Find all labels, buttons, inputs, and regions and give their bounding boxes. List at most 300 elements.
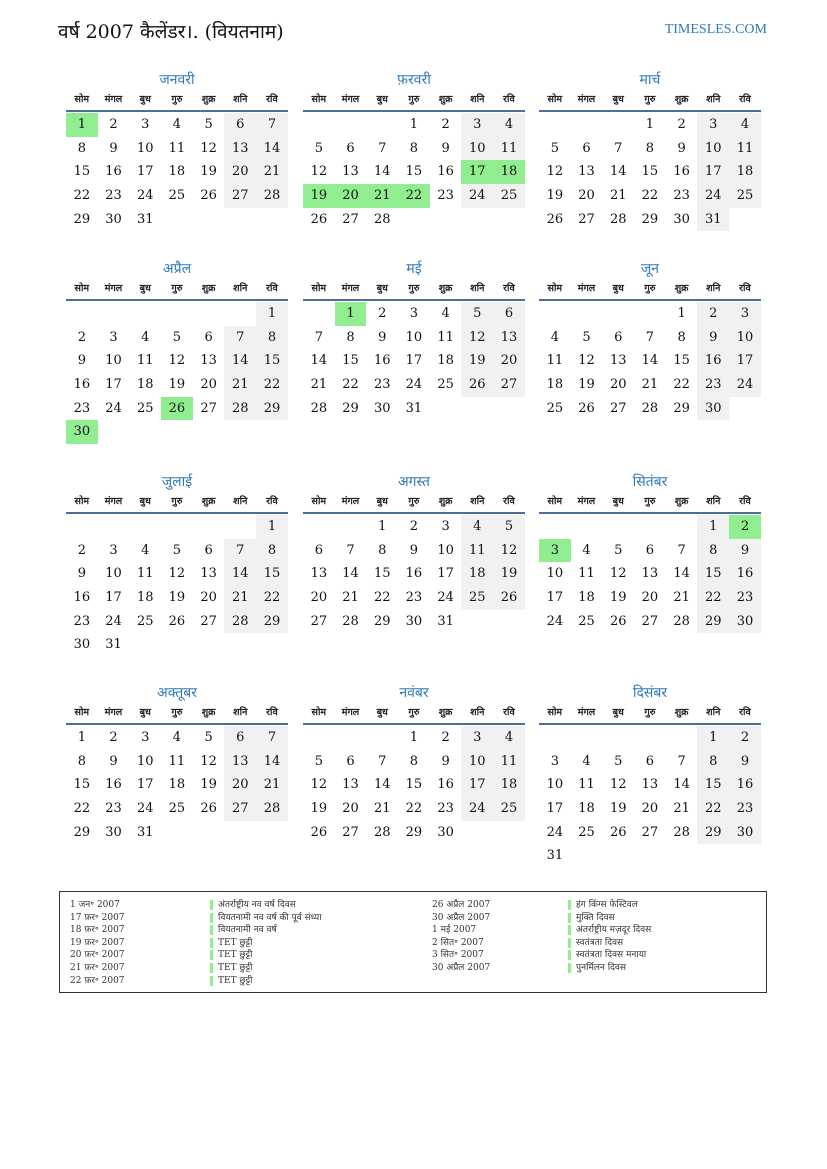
day-cell: 26	[310, 824, 328, 840]
day-cell: 6	[614, 329, 623, 345]
weekday-label: गुरु	[644, 283, 656, 294]
day-cell: 12	[546, 164, 564, 180]
day-cell: 17	[437, 566, 454, 582]
day-cell: 21	[673, 590, 690, 606]
day-cell: 14	[310, 353, 328, 369]
empty-day-cell	[66, 302, 98, 326]
day-cell: 11	[729, 137, 761, 161]
day-cell: 13	[578, 164, 595, 180]
day-cell: 10	[697, 137, 729, 161]
day-cell: 28	[224, 397, 256, 421]
legend-holiday-name: स्वतंत्रता दिवस	[568, 938, 623, 948]
day-cell: 28	[373, 824, 391, 840]
day-cell: 9	[77, 566, 86, 582]
weekday-label: रवि	[266, 707, 278, 718]
day-cell: 22	[342, 377, 359, 393]
day-cell: 6	[645, 753, 655, 769]
weekday-label: सोम	[74, 707, 90, 718]
day-cell: 17	[405, 353, 423, 369]
weekday-label: बुध	[612, 94, 624, 105]
weekday-header	[303, 492, 525, 514]
legend-holiday-name: वियतनामी नव वर्ष की पूर्व संध्या	[210, 913, 322, 923]
month-name: मई	[406, 261, 422, 277]
day-cell: 9	[729, 539, 761, 563]
day-cell: 3	[109, 329, 118, 345]
day-cell: 8	[697, 750, 729, 774]
month-calendar	[66, 683, 288, 844]
empty-day-cell	[193, 302, 225, 326]
weekday-label: शुक्र	[201, 283, 216, 294]
legend-date: 3 सित॰ 2007	[432, 950, 484, 961]
day-cell: 17	[105, 590, 122, 606]
day-cell: 8	[77, 140, 86, 156]
weekday-label: रवि	[739, 283, 751, 294]
legend-date: 19 फ़र॰ 2007	[70, 937, 125, 948]
empty-day-cell	[602, 302, 634, 326]
day-cell: 10	[437, 542, 454, 558]
legend-dates-right	[432, 899, 490, 975]
day-cell: 13	[609, 353, 627, 369]
day-cell: 26	[609, 613, 627, 629]
empty-day-cell	[539, 113, 571, 137]
weekday-label: शनि	[233, 94, 248, 105]
day-cell: 23	[437, 801, 454, 817]
weekday-label: सोम	[74, 94, 90, 105]
day-cell: 30	[729, 610, 761, 634]
weekday-header	[539, 703, 761, 725]
weekday-label: मंगल	[341, 283, 360, 294]
day-cell: 24	[546, 824, 564, 840]
day-cell: 29	[256, 610, 288, 634]
day-cell: 15	[405, 164, 423, 180]
legend-date: 17 फ़र॰ 2007	[70, 912, 125, 923]
day-cell: 24	[546, 613, 564, 629]
day-cell: 26	[546, 211, 564, 227]
day-cell: 1	[409, 117, 419, 132]
day-cell: 8	[346, 329, 355, 345]
empty-day-cell	[571, 726, 603, 750]
empty-day-cell	[602, 515, 634, 539]
weekday-label: शनि	[233, 496, 248, 507]
day-cell: 9	[109, 753, 118, 769]
month-calendar	[303, 683, 525, 844]
day-cell: 12	[168, 353, 186, 369]
legend-holiday-name: स्वतंत्रता दिवस मनाया	[568, 950, 646, 960]
day-cell: 26	[168, 613, 186, 629]
day-cell: 27	[224, 797, 256, 821]
day-cell: 12	[310, 164, 328, 180]
empty-day-cell	[571, 113, 603, 137]
day-cell: 15	[641, 164, 659, 180]
day-cell: 31	[405, 400, 423, 416]
month-name: नवंबर	[399, 685, 429, 701]
month-calendar	[539, 472, 761, 633]
day-cell: 24	[437, 590, 454, 606]
day-cell: 18	[729, 160, 761, 184]
day-cell: 18	[168, 164, 186, 180]
day-cell: 31	[546, 848, 564, 864]
days-grid	[539, 726, 761, 868]
legend-holiday-name: TET छुट्टी	[210, 950, 252, 960]
legend-dates-left	[70, 899, 125, 987]
weekday-label: बुध	[139, 94, 151, 105]
day-cell: 24	[461, 184, 493, 208]
weekday-label: सोम	[74, 283, 90, 294]
day-cell: 27	[578, 211, 595, 227]
day-cell: 8	[378, 542, 387, 558]
day-cell: 1	[256, 302, 288, 326]
day-cell: 15	[373, 566, 391, 582]
day-cell: 2	[441, 730, 450, 745]
day-cell: 17	[697, 160, 729, 184]
day-cell: 25	[493, 797, 525, 821]
day-cell: 29	[697, 821, 729, 845]
day-cell: 14	[609, 164, 627, 180]
day-cell: 15	[256, 562, 288, 586]
day-cell: 29	[73, 211, 91, 227]
legend-names-left	[210, 899, 322, 987]
day-cell: 4	[493, 726, 525, 750]
legend-date: 30 अप्रैल 2007	[432, 912, 491, 923]
day-cell: 3	[109, 542, 118, 558]
day-cell: 6	[314, 542, 323, 558]
day-cell: 23	[673, 188, 690, 204]
day-cell: 7	[224, 326, 256, 350]
day-cell: 2	[378, 306, 387, 321]
weekday-label: मंगल	[104, 283, 123, 294]
empty-day-cell	[129, 515, 161, 539]
day-cell: 5	[614, 542, 623, 558]
day-cell: 29	[641, 211, 659, 227]
days-grid	[66, 515, 288, 657]
day-cell: 2	[729, 726, 761, 750]
weekday-label: शनि	[233, 283, 248, 294]
day-cell: 19	[546, 188, 564, 204]
day-cell: 13	[200, 353, 217, 369]
day-cell: 5	[550, 140, 559, 156]
weekday-label: मंगल	[104, 707, 123, 718]
day-cell: 9	[441, 140, 450, 156]
weekday-header	[303, 90, 525, 112]
empty-day-cell	[224, 515, 256, 539]
day-cell: 18	[578, 801, 595, 817]
weekday-label: मंगल	[104, 94, 123, 105]
holiday-day-cell: 22	[398, 184, 430, 208]
day-cell: 3	[461, 113, 493, 137]
day-cell: 27	[200, 400, 217, 416]
day-cell: 29	[342, 400, 359, 416]
holiday-day-cell: 26	[161, 397, 193, 421]
day-cell: 30	[105, 211, 122, 227]
days-grid	[303, 302, 525, 420]
day-cell: 21	[224, 586, 256, 610]
day-cell: 12	[609, 777, 627, 793]
day-cell: 8	[697, 539, 729, 563]
holiday-day-cell: 30	[66, 420, 98, 444]
day-cell: 4	[550, 329, 559, 345]
day-cell: 24	[697, 184, 729, 208]
day-cell: 22	[373, 590, 391, 606]
day-cell: 26	[200, 801, 217, 817]
day-cell: 12	[200, 140, 217, 156]
legend-holiday-name: TET छुट्टी	[210, 976, 252, 986]
month-calendar	[66, 70, 288, 231]
day-cell: 22	[673, 377, 690, 393]
day-cell: 6	[346, 140, 355, 156]
day-cell: 25	[578, 613, 595, 629]
legend-date: 18 फ़र॰ 2007	[70, 925, 125, 936]
day-cell: 10	[136, 140, 154, 156]
day-cell: 17	[546, 801, 564, 817]
day-cell: 6	[582, 140, 591, 156]
weekday-label: शुक्र	[201, 94, 216, 105]
day-cell: 23	[373, 377, 391, 393]
day-cell: 2	[697, 302, 729, 326]
day-cell: 3	[461, 726, 493, 750]
day-cell: 9	[677, 140, 686, 156]
day-cell: 2	[441, 117, 450, 132]
day-cell: 26	[461, 373, 493, 397]
weekday-header	[66, 492, 288, 514]
empty-day-cell	[539, 302, 571, 326]
day-cell: 8	[256, 326, 288, 350]
month-calendar	[303, 70, 525, 231]
weekday-header	[303, 279, 525, 301]
day-cell: 19	[168, 377, 186, 393]
day-cell: 24	[136, 188, 154, 204]
day-cell: 4	[441, 306, 450, 321]
day-cell: 11	[461, 539, 493, 563]
day-cell: 25	[136, 400, 154, 416]
day-cell: 6	[204, 329, 213, 345]
empty-day-cell	[129, 302, 161, 326]
day-cell: 14	[256, 137, 288, 161]
holiday-day-cell: 21	[366, 184, 398, 208]
empty-day-cell	[303, 113, 335, 137]
day-cell: 4	[582, 542, 591, 558]
weekday-label: शुक्र	[201, 496, 216, 507]
month-calendar	[303, 259, 525, 420]
day-cell: 9	[378, 329, 387, 345]
day-cell: 23	[105, 188, 122, 204]
weekday-label: गुरु	[171, 496, 183, 507]
day-cell: 11	[136, 566, 154, 582]
day-cell: 23	[697, 373, 729, 397]
day-cell: 7	[378, 753, 387, 769]
day-cell: 30	[73, 637, 91, 653]
weekday-label: बुध	[376, 496, 388, 507]
day-cell: 27	[609, 400, 627, 416]
weekday-label: रवि	[503, 283, 515, 294]
day-cell: 27	[641, 613, 659, 629]
legend-holiday-name: वियतनामी नव वर्ष	[210, 925, 277, 935]
day-cell: 27	[493, 373, 525, 397]
day-cell: 29	[673, 400, 690, 416]
day-cell: 3	[409, 306, 419, 321]
empty-day-cell	[98, 302, 130, 326]
month-name: जून	[640, 261, 660, 277]
day-cell: 8	[645, 140, 655, 156]
day-cell: 27	[641, 824, 659, 840]
day-cell: 16	[105, 164, 122, 180]
day-cell: 26	[310, 211, 328, 227]
day-cell: 1	[697, 515, 729, 539]
day-cell: 7	[256, 113, 288, 137]
day-cell: 14	[373, 164, 391, 180]
day-cell: 16	[73, 377, 91, 393]
day-cell: 23	[73, 400, 91, 416]
day-cell: 20	[224, 160, 256, 184]
weekday-label: गुरु	[171, 283, 183, 294]
day-cell: 17	[136, 164, 154, 180]
day-cell: 5	[204, 117, 213, 132]
empty-day-cell	[303, 302, 335, 326]
weekday-label: बुध	[139, 496, 151, 507]
days-grid	[303, 113, 525, 231]
day-cell: 21	[342, 590, 359, 606]
day-cell: 29	[405, 824, 423, 840]
day-cell: 21	[310, 377, 328, 393]
day-cell: 30	[673, 211, 690, 227]
day-cell: 12	[609, 566, 627, 582]
day-cell: 22	[73, 801, 91, 817]
day-cell: 21	[641, 377, 659, 393]
weekday-label: सोम	[311, 707, 327, 718]
day-cell: 17	[546, 590, 564, 606]
day-cell: 1	[256, 515, 288, 539]
day-cell: 18	[493, 773, 525, 797]
day-cell: 15	[405, 777, 423, 793]
day-cell: 14	[224, 349, 256, 373]
weekday-label: शनि	[706, 94, 721, 105]
weekday-label: मंगल	[577, 94, 596, 105]
weekday-label: सोम	[547, 707, 563, 718]
day-cell: 1	[77, 730, 86, 745]
day-cell: 30	[697, 397, 729, 421]
legend-holiday-name: अंतर्राष्ट्रीय नव वर्ष दिवस	[210, 900, 296, 910]
holiday-day-cell: 20	[335, 184, 367, 208]
weekday-label: बुध	[376, 707, 388, 718]
day-cell: 2	[109, 117, 118, 132]
day-cell: 8	[677, 329, 686, 345]
day-cell: 14	[673, 566, 690, 582]
day-cell: 4	[172, 730, 182, 745]
legend-date: 1 जन॰ 2007	[70, 900, 120, 910]
weekday-label: शनि	[706, 707, 721, 718]
day-cell: 22	[405, 801, 423, 817]
day-cell: 10	[405, 329, 423, 345]
weekday-label: गुरु	[408, 707, 420, 718]
day-cell: 16	[405, 566, 423, 582]
days-grid	[539, 302, 761, 420]
site-link[interactable]: TIMESLES.COM	[664, 22, 767, 37]
day-cell: 21	[256, 773, 288, 797]
weekday-label: शुक्र	[438, 94, 453, 105]
day-cell: 16	[673, 164, 690, 180]
weekday-header	[539, 90, 761, 112]
day-cell: 4	[461, 515, 493, 539]
weekday-label: बुध	[376, 283, 388, 294]
day-cell: 25	[578, 824, 595, 840]
day-cell: 20	[493, 349, 525, 373]
day-cell: 7	[614, 140, 623, 156]
weekday-label: गुरु	[644, 496, 656, 507]
days-grid	[66, 726, 288, 844]
day-cell: 20	[578, 188, 595, 204]
weekday-label: शुक्र	[201, 707, 216, 718]
weekday-label: शनि	[470, 283, 485, 294]
legend-holiday-name: TET छुट्टी	[210, 938, 252, 948]
day-cell: 4	[582, 753, 591, 769]
day-cell: 27	[310, 613, 328, 629]
weekday-label: मंगल	[577, 707, 596, 718]
weekday-label: रवि	[739, 707, 751, 718]
day-cell: 19	[578, 377, 595, 393]
day-cell: 19	[168, 590, 186, 606]
weekday-label: शनि	[470, 496, 485, 507]
day-cell: 7	[224, 539, 256, 563]
day-cell: 4	[729, 113, 761, 137]
day-cell: 15	[73, 164, 91, 180]
weekday-label: शनि	[233, 707, 248, 718]
day-cell: 26	[493, 586, 525, 610]
day-cell: 17	[105, 377, 122, 393]
day-cell: 28	[256, 797, 288, 821]
day-cell: 23	[729, 586, 761, 610]
day-cell: 22	[697, 797, 729, 821]
day-cell: 26	[200, 188, 217, 204]
weekday-label: शनि	[470, 707, 485, 718]
legend-date: 1 मई 2007	[432, 925, 477, 936]
day-cell: 25	[168, 188, 186, 204]
day-cell: 11	[578, 777, 595, 793]
day-cell: 16	[105, 777, 122, 793]
day-cell: 25	[729, 184, 761, 208]
day-cell: 7	[677, 753, 686, 769]
weekday-label: सोम	[74, 496, 90, 507]
month-name: सितंबर	[632, 474, 668, 490]
day-cell: 23	[73, 613, 91, 629]
day-cell: 6	[204, 542, 213, 558]
day-cell: 5	[461, 302, 493, 326]
day-cell: 29	[256, 397, 288, 421]
weekday-label: सोम	[547, 283, 563, 294]
day-cell: 18	[136, 590, 154, 606]
day-cell: 25	[136, 613, 154, 629]
day-cell: 9	[77, 353, 86, 369]
day-cell: 19	[200, 777, 217, 793]
holiday-day-cell: 1	[66, 113, 98, 137]
legend-holiday-name: मुक्ति दिवस	[568, 913, 615, 923]
day-cell: 13	[342, 164, 359, 180]
day-cell: 22	[256, 373, 288, 397]
day-cell: 27	[224, 184, 256, 208]
day-cell: 20	[609, 377, 627, 393]
days-grid	[539, 113, 761, 231]
weekday-label: मंगल	[104, 496, 123, 507]
day-cell: 5	[172, 542, 182, 558]
day-cell: 13	[342, 777, 359, 793]
weekday-label: बुध	[139, 283, 151, 294]
day-cell: 12	[461, 326, 493, 350]
day-cell: 2	[677, 117, 686, 132]
weekday-label: मंगल	[577, 283, 596, 294]
day-cell: 18	[461, 562, 493, 586]
day-cell: 3	[550, 753, 559, 769]
month-name: अगस्त	[397, 474, 430, 490]
weekday-label: सोम	[311, 94, 327, 105]
day-cell: 11	[168, 140, 186, 156]
